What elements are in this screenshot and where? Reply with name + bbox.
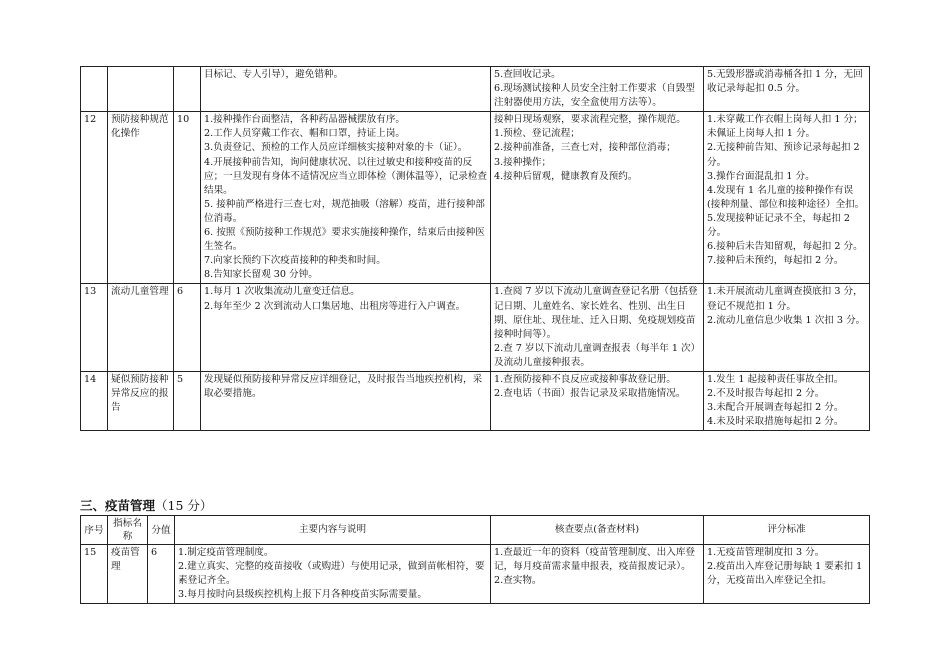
cell-name: 疫苗管理: [108, 545, 148, 604]
cell-content: [201, 112, 491, 284]
cell-name: 流动儿童管理: [108, 284, 174, 372]
cell-standard: [704, 371, 870, 430]
table-row: [81, 545, 870, 604]
cell-no: 14: [81, 371, 108, 430]
check-line: 2.查实物。: [494, 575, 542, 587]
header-no: 序号: [81, 516, 108, 545]
cell-score: 6: [174, 284, 201, 372]
content-line: 7.向家长预约下次疫苗接种的种类和时间。: [204, 255, 386, 267]
standard-line: 4.未及时采取措施每起扣 2 分。: [707, 416, 844, 428]
content-line: 1.每月 1 次收集流动儿童变迁信息。: [204, 286, 360, 298]
standard-line: 3.未配合开展调查每起扣 2 分。: [707, 402, 844, 414]
section-title-text: 三、疫苗管理: [80, 498, 156, 513]
table-row: [81, 284, 870, 372]
check-line: 1.查最近一年的资料（疫苗管理制度、出入库登记，每月疫苗需求量申报表，疫苗报废记录）。: [494, 547, 696, 573]
standard-line: 1.未开展流动儿童调查摸底扣 3 分，登记不规范扣 1 分。: [707, 286, 863, 312]
standard-line: 5.无毁形器或消毒桶各扣 1 分，无回收记录每起扣 0.5 分。: [707, 69, 863, 95]
check-line: 6.现场测试接种人员安全注射工作要求（自毁型注射器使用方法，安全盒使用方法等）。: [494, 83, 696, 109]
check-line: 1.预检、登记流程；: [494, 128, 580, 140]
standard-line: 7.接种后未预约，每起扣 2 分。: [707, 255, 844, 267]
cell-check: [491, 371, 704, 430]
standard-line: 1.发生 1 起接种责任事故全扣。: [707, 373, 844, 385]
section-points: （15 分）: [155, 498, 213, 513]
cell-score: 10: [174, 112, 201, 284]
content-line: 5. 接种前严格进行三查七对，规范抽吸（溶解）疫苗，进行接种部位消毒。: [204, 198, 485, 224]
cell-standard: [704, 284, 870, 372]
content-line: 目标记、专人引导），避免错种。: [204, 69, 344, 80]
header-name: 指标名称: [108, 516, 148, 545]
cell-name: 预防接种规范化操作: [108, 112, 174, 284]
cell-standard: [704, 67, 870, 112]
check-line: 2.接种前准备，三查七对，接种部位消毒；: [494, 142, 676, 154]
vaccine-management-table: [80, 515, 870, 604]
content-line: 2.建立真实、完整的疫苗接收（或购进）与使用记录，做到苗帐相符，要素登记齐全。: [178, 561, 485, 587]
cell-check: [491, 67, 704, 112]
content-line: 2.工作人员穿戴工作衣、帽和口罩，持证上岗。: [204, 128, 406, 140]
content-line: 8.告知家长留观 30 分钟。: [204, 269, 318, 281]
cell-score: [174, 67, 201, 112]
standard-line: 3.操作台面混乱扣 1 分。: [707, 170, 815, 182]
content-line: 1.制定疫苗管理制度。: [178, 547, 274, 558]
content-line: 发现疑似预防接种异常反应详细登记，及时报告当地疾控机构，采取必要措施。: [204, 373, 483, 400]
cell-check: [491, 284, 704, 372]
standard-line: 5.发现接种证记录不全，每起扣 2 分。: [707, 212, 851, 239]
cell-name: 疑似预防接种异常反应的报告: [108, 371, 174, 430]
standard-line: 2.无接种前告知、预诊记录每起扣 2 分。: [707, 142, 860, 168]
check-line: 4.接种后留观，健康教育及预约。: [494, 170, 638, 182]
standard-line: 2.流动儿童信息少收集 1 次扣 3 分。: [707, 314, 866, 326]
table-body: [81, 67, 870, 431]
cell-standard: [704, 112, 870, 284]
cell-check: [491, 545, 704, 604]
table-row: [81, 112, 870, 284]
content-line: 3.负责登记、预检的工作人员应详细核实接种对象的卡（证）。: [204, 142, 468, 154]
cell-no: 13: [81, 284, 108, 372]
standard-line: 1.未穿戴工作衣帽上岗每人扣 1 分；未佩证上岗每人扣 1 分。: [707, 114, 863, 140]
standard-line: 2.疫苗出入库登记册每缺 1 要素扣 1 分，无疫苗出入库登记全扣。: [707, 561, 863, 587]
cell-check: [491, 112, 704, 284]
check-line: 2.查 7 岁以下流动儿童调查报表（每半年 1 次）及流动儿童接种报表。: [494, 342, 696, 368]
cell-no: 12: [81, 112, 108, 284]
header-row: [81, 516, 870, 545]
content-line: 3.每月按时向县级疾控机构上报下月各种疫苗实际需要量。: [178, 589, 427, 601]
assessment-table-continued: [80, 66, 870, 431]
cell-name: [108, 67, 174, 112]
cell-no: 15: [81, 545, 108, 604]
section-title: [80, 496, 212, 514]
content-line: 2.每年至少 2 次到流动人口集居地、出租房等进行入户调查。: [204, 300, 466, 312]
check-line: 1.查阅 7 岁以下流动儿童调查登记名册（包括登记日期、儿童姓名、家长姓名、性别、出生日期、原住址、现住址、迁入日期、免疫规划疫苗接种时间等）。: [494, 286, 698, 340]
check-line: 接种日现场观察，要求流程完整，操作规范。: [494, 114, 686, 126]
cell-content: [201, 67, 491, 112]
check-line: 1.查预防接种不良反应或接种事故登记册。: [494, 373, 676, 385]
header-content: 主要内容与说明: [175, 516, 491, 545]
cell-content: [201, 371, 491, 430]
cell-standard: [704, 545, 870, 604]
check-line: 2.查电话（书面）报告记录及采取措施情况。: [494, 388, 686, 400]
cell-score: 5: [174, 371, 201, 430]
content-line: 1.接种操作台面整洁，各种药品器械摆放有序。: [204, 114, 406, 126]
standard-line: 6.接种后未告知留观，每起扣 2 分。: [707, 241, 863, 253]
header-standard: 评分标准: [704, 516, 870, 545]
header-score: 分值: [148, 516, 175, 545]
standard-line: 1.无疫苗管理制度扣 3 分。: [707, 547, 825, 558]
table-row: [81, 371, 870, 430]
cell-content: [201, 284, 491, 372]
check-line: 3.接种操作；: [494, 156, 552, 168]
table-body: [81, 545, 870, 604]
content-line: 6. 按照《预防接种工作规范》要求实施接种操作，结束后由接种医生签名。: [204, 227, 485, 253]
cell-score: 6: [148, 545, 175, 604]
header-check: 核查要点(备查材料): [491, 516, 704, 545]
standard-line: 2.不及时报告每起扣 2 分。: [707, 388, 825, 400]
check-line: 5.查回收记录。: [494, 69, 561, 80]
cell-content: [175, 545, 491, 604]
table-row: [81, 67, 870, 112]
content-line: 4.开展接种前告知，询问健康状况、以往过敏史和接种疫苗的反应；一旦发现有身体不适情况应当立即体检（测体温等），记录检查结果。: [204, 156, 488, 196]
cell-no: [81, 67, 108, 112]
standard-line: 4.发现有 1 名儿童的接种操作有误(接种剂量、部位和接种途径）全扣。: [707, 184, 865, 210]
